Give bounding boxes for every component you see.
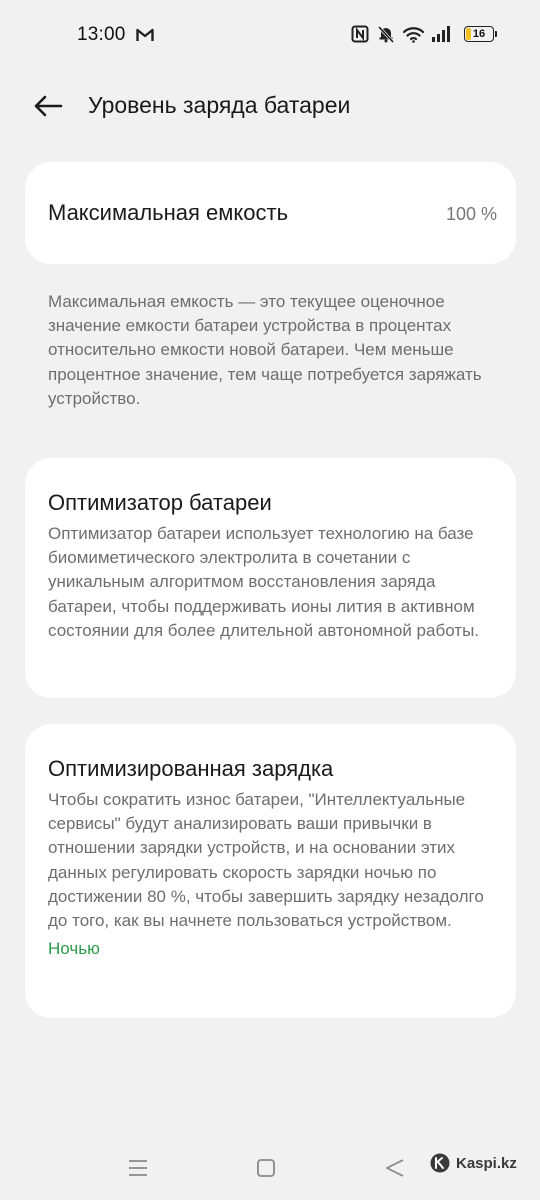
max-capacity-value: 100 % — [445, 204, 497, 224]
kaspi-watermark — [430, 1153, 517, 1173]
nav-back-button[interactable] — [382, 1156, 408, 1180]
battery-level: 16 — [472, 28, 486, 40]
recent-apps-button[interactable] — [124, 1156, 152, 1180]
back-button[interactable] — [28, 88, 68, 124]
max-capacity-card — [25, 162, 516, 264]
watermark-text: Kaspi.kz — [456, 1154, 517, 1172]
optimized-charging-title: Оптимизированная зарядка — [48, 756, 334, 781]
app-header — [0, 80, 540, 132]
battery-optimizer-description: Оптимизатор батареи использует технологию на базе биомиметического электролита в сочетании с уникальным алгоритмом восстановления заряда батареи, чтобы поддерживать ионы лития в активном состоянии для более длительной автономной работы. — [48, 524, 480, 640]
home-button[interactable] — [254, 1156, 278, 1180]
max-capacity-description: Максимальная емкость — это текущее оценочное значение емкости батареи устройства в процентах относительно емкости новой батареи. Чем меньше процентное значение, тем чаще потребуется заряжать устройство. — [48, 292, 482, 408]
wifi-icon — [403, 26, 424, 43]
signal-icon — [432, 26, 452, 42]
arrow-left-icon — [33, 95, 63, 117]
status-icons — [351, 25, 494, 43]
home-icon — [256, 1158, 276, 1178]
bell-off-icon — [377, 25, 395, 43]
optimized-charging-card[interactable] — [25, 724, 516, 1018]
status-time: 13:00 — [77, 24, 126, 45]
battery-icon — [464, 26, 494, 42]
battery-optimizer-card — [25, 458, 516, 698]
page-title: Уровень заряда батареи — [88, 92, 351, 118]
optimized-charging-mode-link[interactable]: Ночью — [48, 939, 100, 959]
optimized-charging-description: Чтобы сократить износ батареи, "Интеллектуальные сервисы" будут анализировать ваши привычки в отношении зарядки устройств, и на основании этих данных регулировать скорость зарядки ночью по достижении 80 %, чтобы завершить зарядку незадолго до того, как вы начнете пользоваться устройством. — [48, 790, 484, 931]
nfc-icon — [351, 25, 369, 43]
battery-fill — [466, 28, 471, 40]
max-capacity-label: Максимальная емкость — [48, 200, 289, 225]
back-triangle-icon — [384, 1158, 406, 1178]
gmail-icon — [136, 27, 154, 43]
kaspi-logo-icon — [430, 1153, 450, 1173]
menu-icon — [127, 1158, 149, 1178]
status-bar — [0, 0, 540, 72]
battery-optimizer-title: Оптимизатор батареи — [48, 490, 272, 515]
